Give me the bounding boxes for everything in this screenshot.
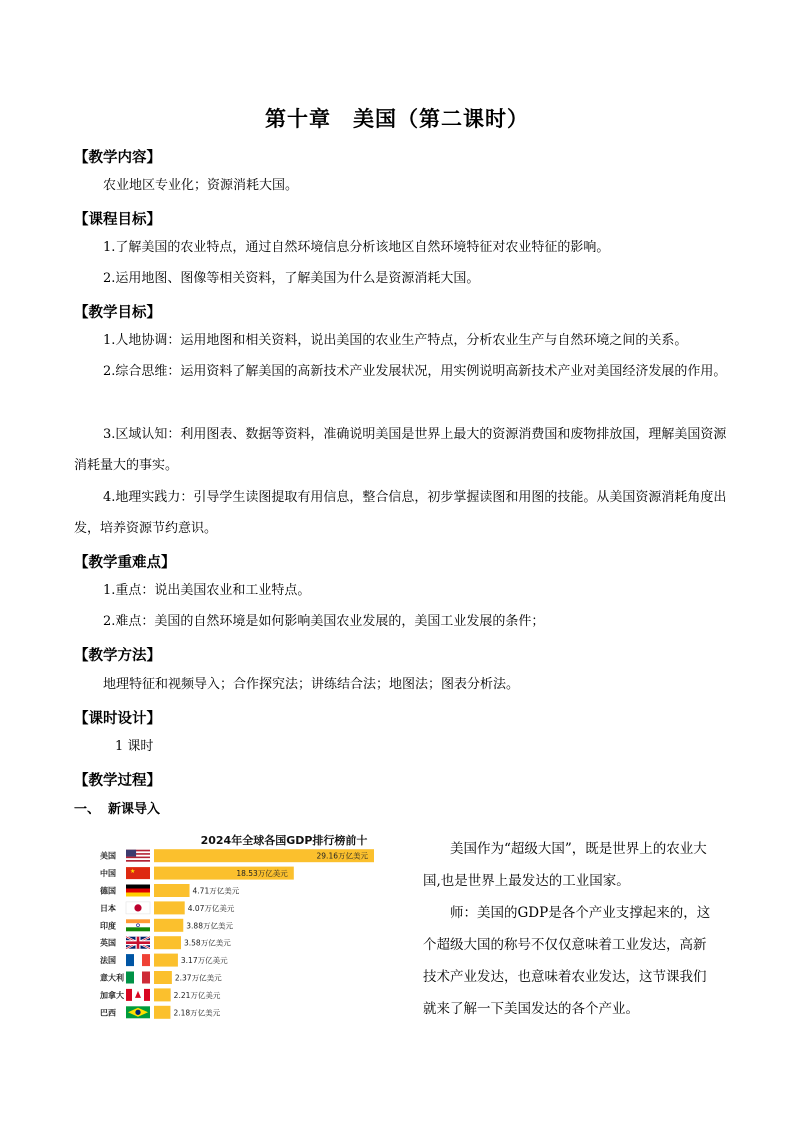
svg-text:★: ★ (130, 868, 136, 876)
gdp-bar (154, 884, 190, 897)
category-label: 巴西 (100, 1008, 116, 1018)
chart-title: 2024年全球各国GDP排行榜前十 (200, 834, 368, 847)
value-label: 3.58万亿美元 (184, 938, 231, 948)
period-text: 1 课时 (115, 739, 154, 754)
course-goal-2: 2.运用地图、图像等相关资料，了解美国为什么是资源消耗大国。 (103, 271, 480, 286)
category-label: 中国 (100, 869, 116, 879)
heading-key-points: 【教学重难点】 (74, 555, 176, 571)
value-label: 2.37万亿美元 (174, 973, 222, 983)
value-label: 4.71万亿美元 (192, 886, 240, 896)
in-flag-icon (126, 919, 150, 931)
heading-methods: 【教学方法】 (74, 648, 161, 664)
gdp-bar (154, 971, 172, 984)
heading-teaching-goals: 【教学目标】 (74, 305, 161, 321)
methods-text: 地理特征和视频导入；合作探究法；讲练结合法；地图法；图表分析法。 (103, 677, 520, 692)
gdp-bar (154, 919, 183, 932)
gb-flag-icon (126, 937, 150, 949)
gdp-bar (154, 936, 181, 949)
value-label: 2.21万亿美元 (173, 990, 221, 1000)
gdp-bar (154, 901, 185, 914)
key-point-1: 1.重点：说出美国农业和工业特点。 (103, 583, 311, 598)
gdp-bar (154, 988, 171, 1001)
intro-paragraph-2: 师：美国的GDP是各个产业支撑起来的，这个超级大国的称号不仅仅意味着工业发达，高新技术产业发达，也意味着农业发达，这节课我们就来了解一下美国发达的各个产业。 (423, 905, 711, 1017)
page-title: 第十章 美国（第二课时） (265, 107, 529, 131)
value-label: 2.18万亿美元 (173, 1008, 221, 1018)
value-label: 29.16万亿美元 (316, 851, 368, 861)
gdp-bar (154, 954, 178, 967)
us-flag-icon (126, 850, 150, 862)
fr-flag-icon (126, 954, 150, 966)
teaching-goal-3: 3.区域认知：利用图表、数据等资料，准确说明美国是世界上最大的资源消费国和废物排放国，理解美国资源消耗量大的事实。 (74, 427, 727, 473)
gdp-bar (154, 1006, 170, 1019)
content-text: 农业地区专业化；资源消耗大国。 (103, 178, 299, 193)
teaching-goal-2: 2.综合思维：运用资料了解美国的高新技术产业发展状况，用实例说明高新技术产业对美国经济发展的作用。 (103, 364, 727, 379)
heading-course-goals: 【课程目标】 (74, 212, 161, 228)
key-point-2: 2.难点：美国的自然环境是如何影响美国农业发展的，美国工业发展的条件； (103, 614, 545, 629)
heading-period: 【课时设计】 (74, 711, 161, 727)
heading-content: 【教学内容】 (74, 150, 161, 166)
de-flag-icon (126, 885, 150, 897)
ca-flag-icon (126, 989, 150, 1001)
it-flag-icon (126, 972, 150, 984)
jp-flag-icon (126, 902, 150, 914)
section-new-lesson (74, 798, 160, 817)
gdp-bar-chart (100, 829, 410, 1025)
category-label: 美国 (100, 851, 116, 861)
category-label: 法国 (100, 956, 116, 966)
category-label: 意大利 (100, 973, 124, 983)
value-label: 18.53万亿美元 (236, 869, 288, 879)
category-label: 英国 (100, 938, 116, 948)
section-number: 一、 (74, 802, 101, 817)
teaching-goal-4: 4.地理实践力：引导学生读图提取有用信息，整合信息，初步掌握读图和用图的技能。从美国资源消耗角度出发，培养资源节约意识。 (74, 490, 727, 536)
intro-paragraph-1: 美国作为“超级大国”，既是世界上的农业大国,也是世界上最发达的工业国家。 (423, 841, 707, 889)
value-label: 4.07万亿美元 (187, 903, 235, 913)
section-title: 新课导入 (108, 802, 161, 817)
br-flag-icon (126, 1006, 150, 1018)
heading-process: 【教学过程】 (74, 773, 161, 789)
intro-text (423, 833, 719, 1025)
category-label: 加拿大 (100, 990, 124, 1000)
category-label: 印度 (100, 921, 116, 931)
category-label: 日本 (100, 903, 116, 913)
teaching-goal-1: 1.人地协调：运用地图和相关资料，说出美国的农业生产特点，分析农业生产与自然环境之间的关系。 (103, 333, 688, 348)
cn-flag-icon (126, 867, 150, 879)
value-label: 3.88万亿美元 (186, 921, 233, 931)
value-label: 3.17万亿美元 (180, 956, 228, 966)
category-label: 德国 (100, 886, 116, 896)
course-goal-1: 1.了解美国的农业特点，通过自然环境信息分析该地区自然环境特征对农业特征的影响。 (103, 240, 610, 255)
